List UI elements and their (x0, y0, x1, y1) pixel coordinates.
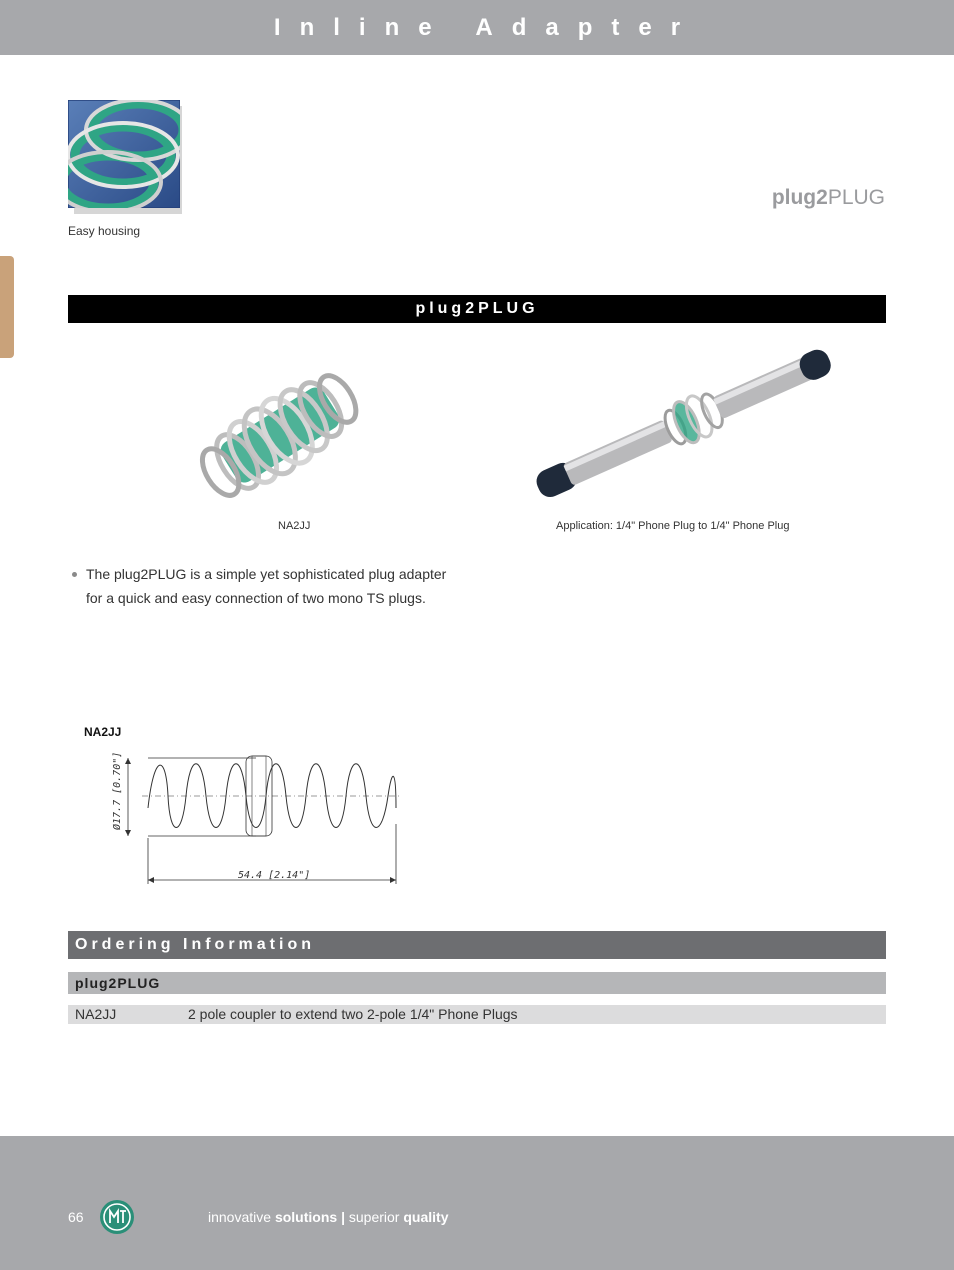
technical-drawing (106, 748, 406, 888)
table-row (68, 1005, 886, 1024)
footer-band (0, 1136, 954, 1270)
product-name (772, 186, 885, 210)
description-line-2: for a quick and easy connection of two mono TS plugs. (86, 590, 426, 606)
product-name-regular: PLUG (827, 186, 885, 209)
adapter-photo (190, 360, 370, 510)
tagline-superior: superior (348, 1209, 400, 1225)
brand-logo-icon (99, 1199, 135, 1235)
section-title: plug2PLUG (415, 300, 539, 317)
drawing-label: NA2JJ (84, 725, 122, 739)
bullet-icon (72, 572, 77, 577)
section-header (68, 295, 886, 323)
ordering-group-title: plug2PLUG (75, 975, 161, 991)
product-name-bold: plug2 (771, 186, 828, 209)
ordering-header (68, 931, 886, 959)
page-title: Inline Adapter (273, 14, 700, 41)
section-tab[interactable] (0, 256, 14, 358)
tagline-solutions: solutions (274, 1209, 338, 1225)
order-code: NA2JJ (75, 1006, 117, 1022)
drawing-diameter-dimension: Ø17.7 [0.70"] (112, 751, 123, 830)
footer-tagline (208, 1209, 448, 1225)
photo-caption-right: Application: 1/4" Phone Plug to 1/4" Phone Plug (556, 520, 790, 532)
ordering-title: Ordering Information (75, 936, 315, 953)
drawing-length-dimension: 54.4 [2.14"] (238, 870, 311, 881)
thumbnail-image (68, 100, 180, 208)
description-bullet (70, 562, 470, 610)
order-description: 2 pole coupler to extend two 2-pole 1/4" Phone Plugs (188, 1006, 518, 1022)
tagline-separator: | (341, 1209, 345, 1225)
thumbnail-caption: Easy housing (68, 224, 141, 238)
application-photo (515, 345, 845, 505)
page-number: 66 (68, 1209, 84, 1225)
photo-caption-left: NA2JJ (278, 520, 311, 532)
description-line-1: The plug2PLUG is a simple yet sophisticated plug adapter (86, 566, 447, 582)
ordering-group-header (68, 972, 886, 994)
tagline-innovative: innovative (208, 1209, 272, 1225)
tagline-quality: quality (403, 1209, 449, 1225)
